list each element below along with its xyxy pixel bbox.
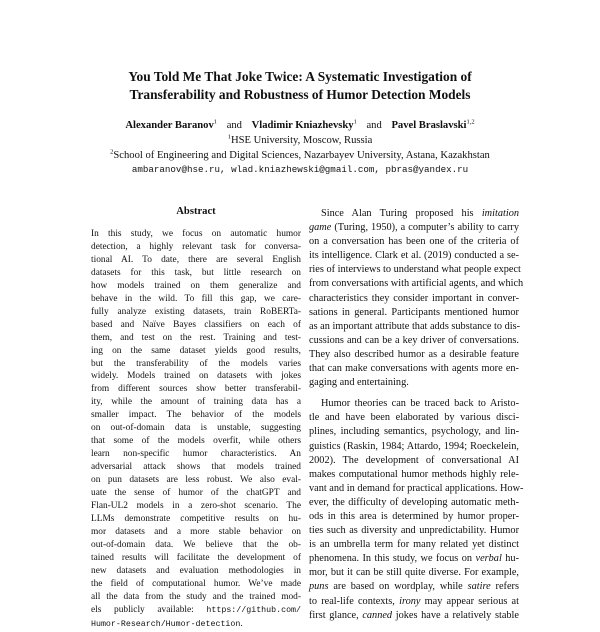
author-name: Alexander Baranov [125, 120, 214, 131]
abstract-line: In this study, we focus on automatic humor [91, 229, 301, 239]
abstract-line: how models trained on them generalize and [91, 280, 301, 291]
intro-text: refers [490, 581, 519, 593]
abstract-line: tained results will facilitate the development of [91, 552, 301, 563]
title-line-2: Transferability and Robustness of Humor Detection Models [129, 87, 471, 102]
abstract-line: them, and test on the rest. Training and test- [91, 332, 301, 343]
abstract-url-line [91, 618, 301, 632]
abstract-line: based and Naïve Bayes classifiers on each of [91, 319, 301, 330]
intro-line: ever, the difficulty of developing automatic meth- [309, 496, 519, 508]
intro-line: its intelligence. Clark et al. (2019) conducted a se- [309, 250, 519, 262]
intro-text: first glance, [309, 609, 363, 621]
author-name: Vladimir Kniazhevsky [251, 120, 354, 131]
abstract-line: behave in the wild. To fill this gap, we care- [91, 293, 301, 304]
intro-line: tle and have been elaborated by various disci- [309, 412, 519, 424]
intro-line: is an umbrella term for many related yet distinct [309, 539, 519, 551]
author-list [0, 118, 600, 133]
paragraph-gap [309, 390, 519, 397]
abstract-line: els publicly available: [91, 604, 194, 615]
intro-line [309, 609, 519, 623]
abstract-line: from different sources show better transferabil- [91, 384, 301, 395]
intro-italic: imitation [481, 208, 519, 219]
intro-line: sations in general. Participants mentioned humor [309, 306, 519, 318]
abstract-line-with-url [91, 604, 301, 618]
abstract-line: learn non-specific humor characteristics. An [91, 449, 301, 460]
abstract-line: smaller impact. The behavior of the models [91, 410, 301, 421]
abstract-line: tional AI. To date, there are several English [91, 254, 301, 265]
intro-line: guistics (Raskin, 1984; Attardo, 1994; Roeckelein, [309, 440, 519, 452]
author-separator: and [226, 120, 242, 131]
intro-line [309, 207, 519, 221]
intro-line [309, 552, 519, 566]
title-line-1: You Told Me That Joke Twice: A Systematic Investigation of [128, 69, 472, 84]
abstract-line: ity, while the amount of training data has a [91, 397, 301, 408]
intro-text: hu- [501, 553, 519, 565]
author-emails: ambaranov@hse.ru, wlad.kniazhewski@gmail.com, pbras@yandex.ru [131, 164, 469, 175]
intro-text: Since Alan Turing proposed his [321, 208, 482, 219]
intro-line: that can make conversations with agents more en- [309, 363, 519, 375]
abstract-heading: Abstract [176, 206, 216, 217]
abstract-line: the field of computational humor. We’ve made [91, 578, 301, 589]
affiliation-2 [0, 148, 600, 163]
intro-line: 2002). The development of conversational AI [309, 454, 519, 466]
intro-text: jokes have a relatively stable [392, 609, 519, 621]
repo-link[interactable]: https://github.com/ [206, 605, 302, 615]
abstract-line: uate the sense of humor of the chatGPT and [91, 488, 301, 499]
intro-italic: verbal [475, 553, 502, 565]
affil-mark: 1 [227, 133, 231, 141]
intro-text: phenomena. In this study, we focus on [309, 553, 476, 565]
abstract-end-period: . [240, 618, 243, 629]
author-name: Pavel Braslavski [391, 120, 467, 131]
intro-text: to real-life contexts, [309, 595, 400, 607]
intro-italic: game [309, 222, 332, 234]
affil-text: HSE University, Moscow, Russia [230, 135, 373, 146]
intro-line: cussions and can be a key driver of conversations. [309, 334, 519, 346]
intro-text: are based on wordplay, while [328, 581, 468, 593]
affil-mark: 2 [110, 148, 114, 156]
author-affil-mark: 1 [353, 118, 357, 126]
repo-link-path[interactable]: Humor-Research/Humor-detection [91, 619, 241, 629]
intro-italic: puns [309, 581, 329, 593]
intro-line: They also described humor as a desirable feature [309, 348, 519, 360]
abstract-line: adversarial attack shows that models trained [91, 462, 301, 473]
intro-line: ries of interviews to understand what people expect [309, 264, 521, 276]
intro-italic: satire [467, 581, 491, 593]
abstract-line: new datasets and evaluation methodologies in [91, 565, 301, 576]
intro-line: mor, but it can be still quite diverse. For example, [309, 567, 519, 579]
intro-line: from conversations with artificial agents, and which [309, 278, 524, 290]
author-separator: and [366, 120, 382, 131]
intro-line: makes computational humor methods highly rele- [309, 468, 519, 480]
intro-line: vant and in demand for practical applications. How- [309, 482, 524, 494]
intro-line: gaging and entertaining. [309, 377, 409, 389]
author-affil-mark: 1 [213, 118, 218, 126]
abstract-line: detection, a highly relevant task for conversa- [91, 241, 301, 252]
abstract-line: Flan-UL2 models in a zero-shot scenario. The [91, 501, 301, 512]
intro-line: ties such as diversity and unpredictability. Humor [309, 525, 519, 537]
abstract-line: datasets for this task, but little research on [91, 267, 301, 278]
abstract-line: LLMs demonstrate competitive results on hu- [91, 513, 301, 524]
author-affil-mark: 1,2 [466, 118, 475, 126]
intro-line: characteristics they consider important in conver- [309, 292, 519, 304]
intro-line: ods in this area is determined by humor proper- [309, 510, 519, 522]
abstract-line: ing on the same dataset yields good results, [91, 345, 301, 356]
intro-text: (Turing, 1950), a computer’s ability to carry [331, 222, 519, 234]
affil-text: School of Engineering and Digital Sciences, Nazarbayev University, Astana, Kazakhstan [113, 150, 490, 161]
affiliation-1 [0, 133, 600, 148]
introduction-body [309, 207, 524, 623]
abstract-line: mor datasets and a more stable behavior on [91, 526, 301, 537]
abstract-line: fully analyze existing datasets, train RoBERTa- [91, 306, 301, 317]
intro-italic: irony [399, 595, 421, 607]
intro-italic: canned [362, 609, 393, 621]
abstract-line: all the data from the study and the trained mod- [91, 591, 301, 602]
intro-line [309, 221, 519, 235]
paper-title [0, 68, 600, 104]
abstract-body [91, 228, 301, 632]
abstract-line: on out-of-domain data is unstable, suggesting [91, 423, 301, 434]
abstract-line: on pun datasets are less robust. We also eval- [91, 475, 301, 486]
abstract-line: widely. Models trained on datasets with jokes [91, 371, 301, 382]
intro-line: Humor theories can be traced back to Aristo- [321, 398, 519, 410]
intro-line: on a conversation has been one of the criteria of [309, 236, 519, 248]
intro-text: may appear serious at [420, 595, 519, 607]
intro-line: plines, including semantics, psychology, and lin- [309, 426, 519, 438]
intro-line [309, 595, 519, 609]
abstract-line: but the transferability of the models varies [91, 358, 301, 369]
intro-line: as an important attribute that adds substance to dis- [309, 320, 521, 332]
abstract-line: that some of the models overfit, while others [91, 436, 301, 447]
intro-line [309, 580, 519, 594]
abstract-line: out-of-domain data. We believe that the ob- [91, 539, 301, 550]
